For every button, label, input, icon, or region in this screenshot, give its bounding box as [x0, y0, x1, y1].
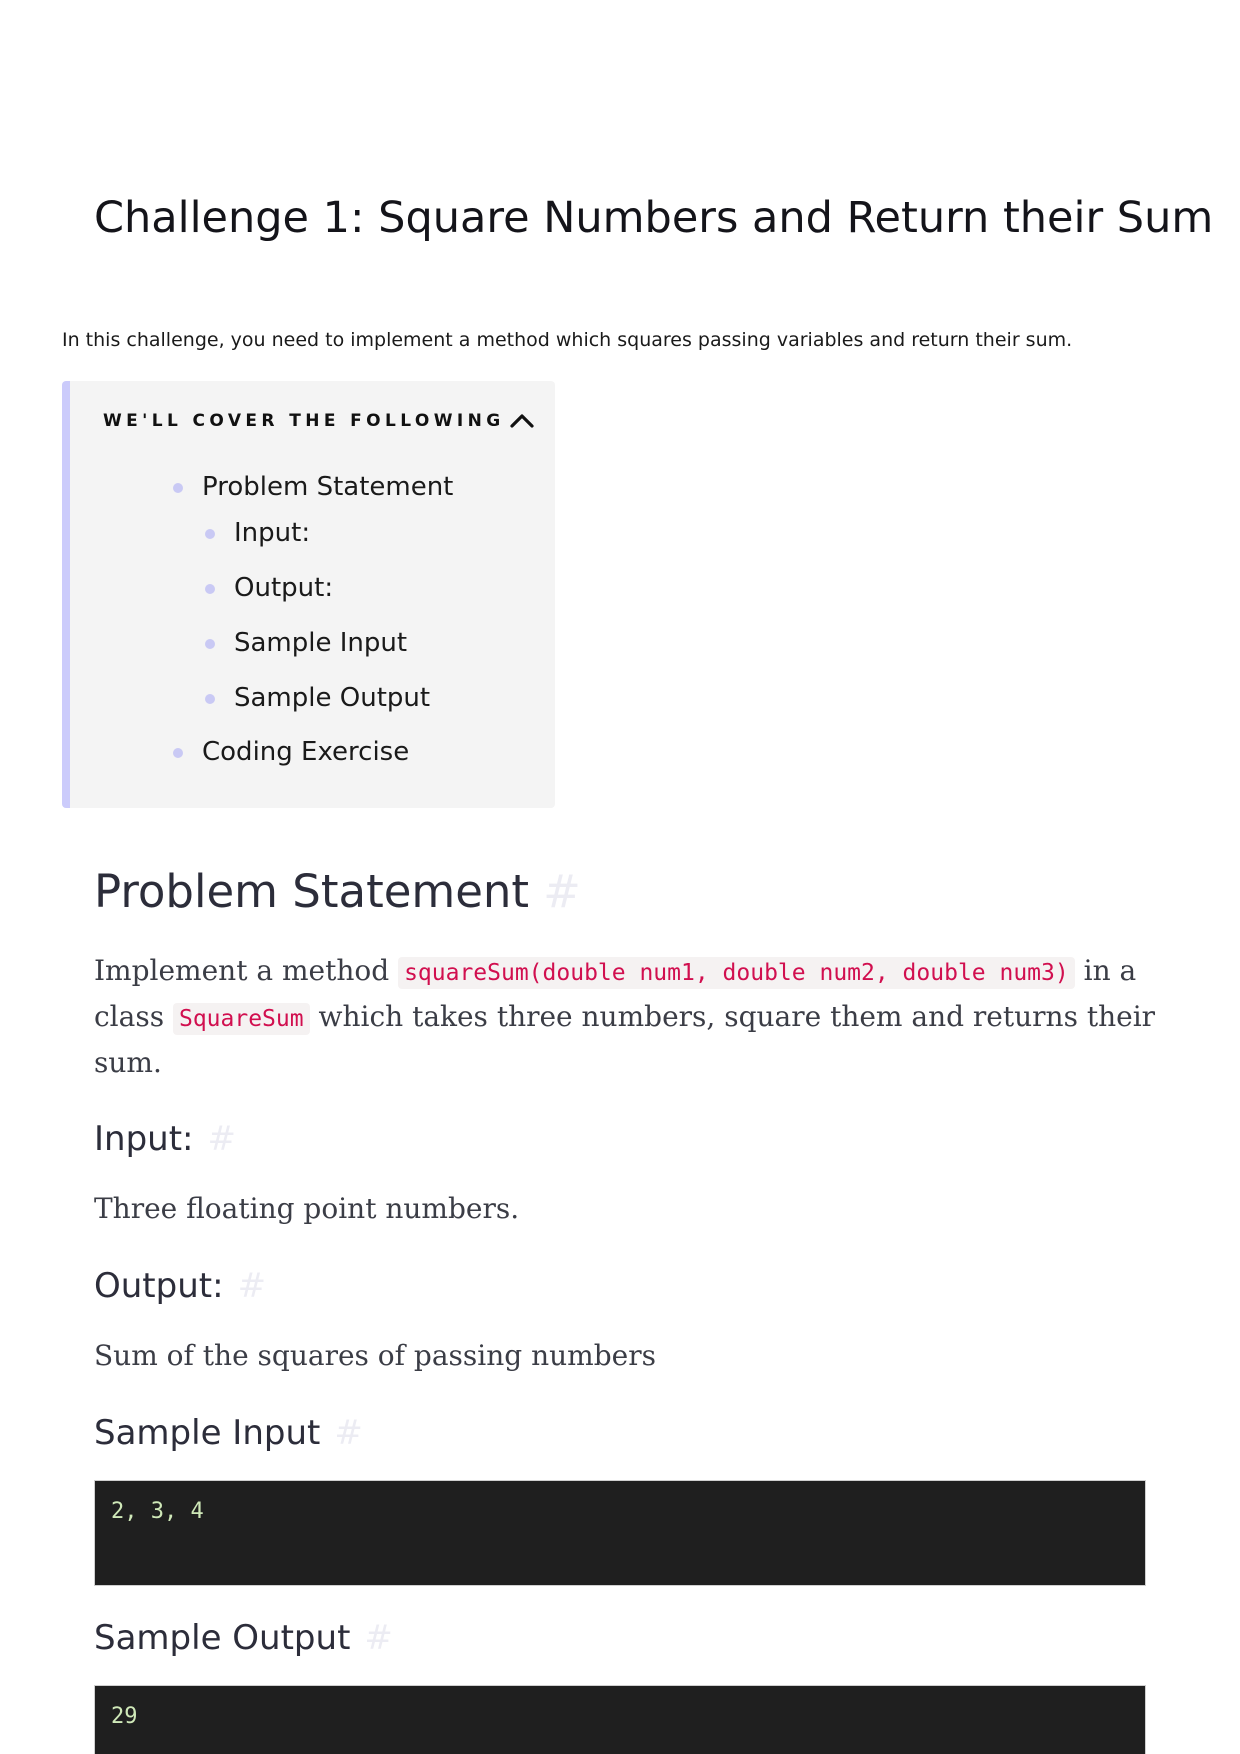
hash-icon[interactable]: # — [543, 865, 581, 918]
hash-icon[interactable]: # — [237, 1266, 267, 1306]
chevron-up-icon[interactable] — [509, 411, 535, 431]
heading-text: Sample Input — [94, 1413, 321, 1453]
toc-item-label: Sample Output — [234, 683, 431, 713]
output-heading — [94, 1264, 266, 1308]
heading-text: Problem Statement — [94, 865, 530, 918]
toc-item-coding-exercise[interactable] — [202, 735, 409, 769]
heading-text: Input: — [94, 1119, 194, 1159]
heading-text: Output: — [94, 1266, 224, 1306]
hash-icon[interactable]: # — [207, 1119, 236, 1159]
toc-item-label: Input: — [234, 518, 311, 548]
bullet-icon — [173, 483, 183, 493]
prose-text: Implement a method — [94, 954, 399, 987]
sample-input-heading — [94, 1411, 363, 1455]
sample-output-heading — [94, 1616, 393, 1660]
sample-input-code[interactable]: 2, 3, 4 — [94, 1480, 1146, 1586]
toc-item-sample-output[interactable] — [234, 681, 430, 715]
toc-item-label: Problem Statement — [202, 472, 454, 502]
output-text: Sum of the squares of passing numbers — [94, 1339, 656, 1372]
problem-statement-heading — [94, 862, 581, 922]
bullet-icon — [205, 694, 215, 704]
inline-code-class: SquareSum — [173, 1003, 310, 1035]
prose-text: class — [94, 1000, 173, 1033]
prose-text: which takes three numbers, square them and returns their — [309, 1000, 1156, 1033]
problem-text-line-1 — [94, 950, 1136, 994]
bullet-icon — [205, 584, 215, 594]
toc-item-output[interactable] — [234, 571, 333, 605]
bullet-icon — [205, 529, 215, 539]
toc-header-label: WE'LL COVER THE FOLLOWING — [103, 411, 505, 431]
input-heading — [94, 1117, 236, 1161]
toc-item-problem-statement[interactable] — [202, 470, 453, 504]
problem-text-line-3: sum. — [94, 1046, 162, 1079]
toc-item-sample-input[interactable] — [234, 626, 407, 660]
toc-item-label: Output: — [234, 573, 334, 603]
page-title: Challenge 1: Square Numbers and Return their Sum — [94, 193, 1214, 243]
bullet-icon — [205, 639, 215, 649]
heading-text: Sample Output — [94, 1618, 351, 1658]
hash-icon[interactable]: # — [334, 1413, 363, 1453]
toc-item-label: Coding Exercise — [202, 737, 410, 767]
input-text: Three floating point numbers. — [94, 1192, 520, 1225]
toc-toggle[interactable] — [103, 411, 535, 431]
prose-text: in a — [1074, 954, 1137, 987]
sample-output-code[interactable]: 29 — [94, 1685, 1146, 1754]
toc-item-input[interactable] — [234, 516, 310, 550]
intro-text: In this challenge, you need to implement a method which squares passing variables and return their sum. — [62, 329, 1073, 351]
bullet-icon — [173, 748, 183, 758]
hash-icon[interactable]: # — [364, 1618, 393, 1658]
inline-code-method: squareSum(double num1, double num2, double num3) — [398, 957, 1075, 989]
problem-text-line-2 — [94, 996, 1155, 1040]
table-of-contents — [62, 381, 555, 808]
toc-item-label: Sample Input — [234, 628, 408, 658]
